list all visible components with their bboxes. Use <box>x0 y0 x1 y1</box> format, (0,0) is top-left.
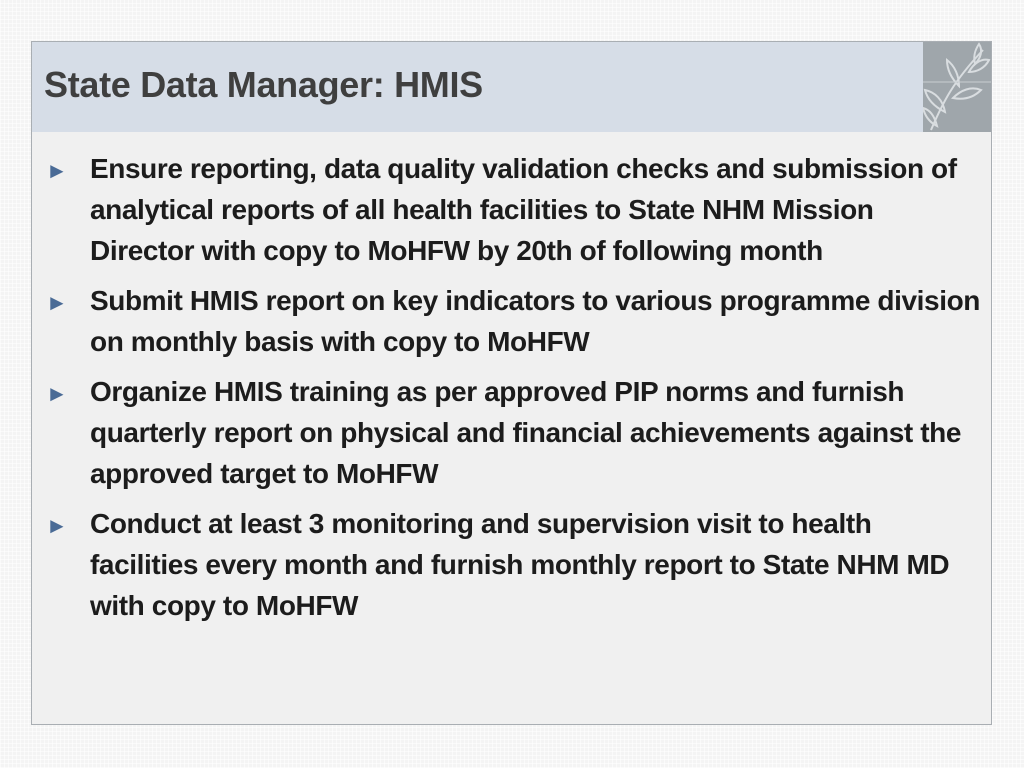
list-item <box>46 371 981 494</box>
slide-title: State Data Manager: HMIS <box>44 64 483 105</box>
leaf-ornament-icon <box>923 42 991 132</box>
triangle-right-icon: ► <box>46 158 68 183</box>
list-item <box>46 148 981 271</box>
bullet-text: Submit HMIS report on key indicators to various programme division on monthly basis with copy to MoHFW <box>90 285 980 357</box>
list-item <box>46 280 981 362</box>
bullet-text: Ensure reporting, data quality validation checks and submission of analytical reports of all health facilities to State NHM Mission Director with copy to MoHFW by 20th of following month <box>90 153 957 266</box>
triangle-right-icon: ► <box>46 513 68 538</box>
triangle-right-icon: ► <box>46 290 68 315</box>
bullet-text: Organize HMIS training as per approved PIP norms and furnish quarterly report on physical and financial achievements against the approved target to MoHFW <box>90 376 962 489</box>
bullet-list <box>46 148 981 635</box>
list-item <box>46 503 981 626</box>
slide <box>31 41 992 725</box>
title-bar <box>32 42 991 132</box>
triangle-right-icon: ► <box>46 381 68 406</box>
bullet-text: Conduct at least 3 monitoring and supervision visit to health facilities every month and furnish monthly report to State NHM MD with copy to MoHFW <box>90 508 950 621</box>
